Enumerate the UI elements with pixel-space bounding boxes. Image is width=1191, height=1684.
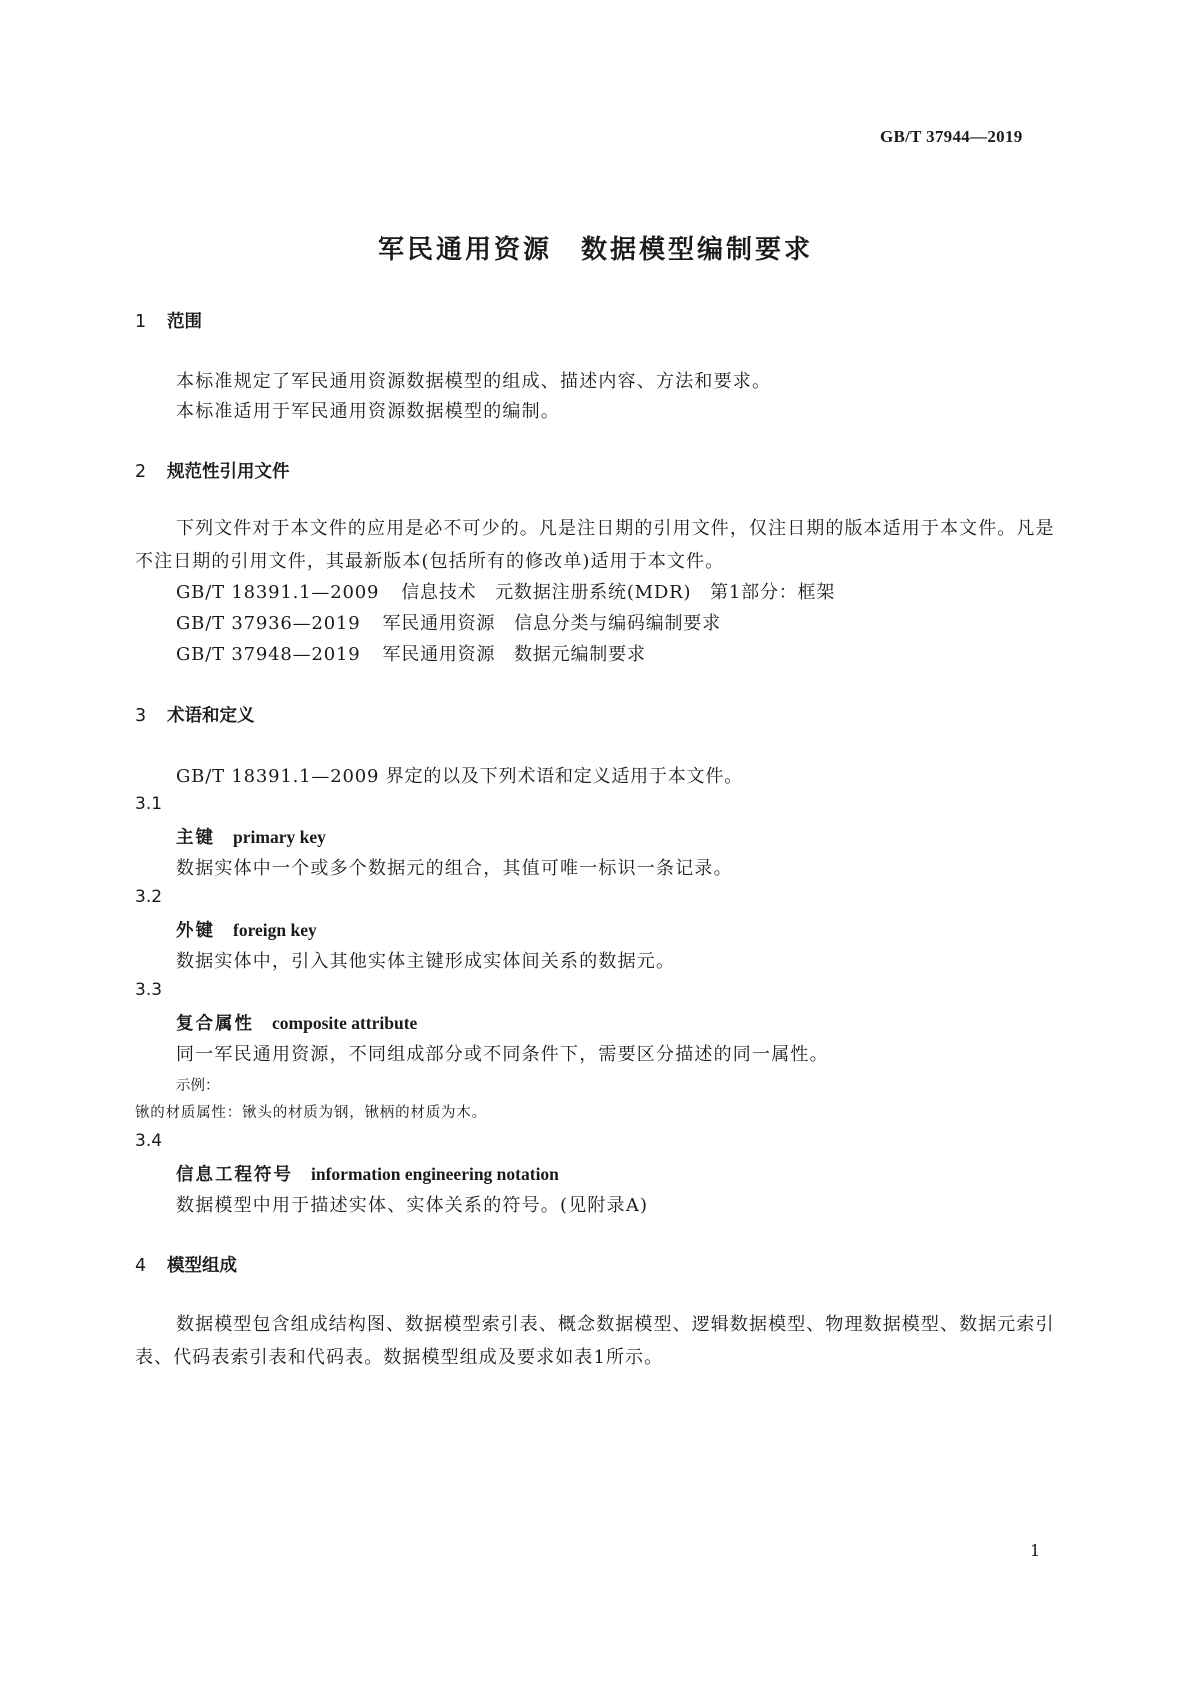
section-title: 规范性引用文件 <box>167 462 290 482</box>
section-number: 1 <box>135 312 147 332</box>
term-heading <box>176 1010 417 1035</box>
document-title: 军民通用资源 数据模型编制要求 <box>377 235 813 265</box>
term-heading <box>176 917 317 942</box>
section-1-heading <box>135 308 202 333</box>
term-definition: 同一军民通用资源，不同组成部分或不同条件下，需要区分描述的同一属性。 <box>176 1044 829 1065</box>
section-number: 3 <box>135 706 147 726</box>
term-en: information engineering notation <box>311 1164 559 1184</box>
term-en: primary key <box>233 827 326 847</box>
term-zh: 主键 <box>176 828 215 848</box>
section-2-heading <box>135 458 290 483</box>
term-number: 3.4 <box>135 1131 163 1151</box>
body-text: 数据模型包含组成结构图、数据模型索引表、概念数据模型、逻辑数据模型、物理数据模型、数据元索引表、代码表索引表和代码表。数据模型组成及要求如表1所示。 <box>135 1314 1055 1368</box>
paragraph <box>135 1308 1060 1374</box>
term-zh: 复合属性 <box>176 1014 254 1034</box>
section-3-heading <box>135 702 255 727</box>
section-number: 2 <box>135 462 147 482</box>
reference-code: GB/T 37948—2019 <box>176 644 361 665</box>
term-en: foreign key <box>233 920 317 940</box>
paragraph: 本标准适用于军民通用资源数据模型的编制。 <box>176 401 560 422</box>
standard-number: GB/T 37944—2019 <box>880 127 1023 146</box>
intro-text: 下列文件对于本文件的应用是必不可少的。凡是注日期的引用文件，仅注日期的版本适用于本文件。凡是不注日期的引用文件，其最新版本(包括所有的修改单)适用于本文件。 <box>135 518 1055 572</box>
section-title: 范围 <box>167 312 202 332</box>
paragraph: GB/T 18391.1—2009 界定的以及下列术语和定义适用于本文件。 <box>176 766 743 787</box>
page-number: 1 <box>1030 1541 1041 1560</box>
term-number: 3.1 <box>135 794 163 814</box>
reference-item <box>176 640 646 666</box>
term-zh: 外键 <box>176 921 215 941</box>
section-4-heading <box>135 1252 237 1277</box>
term-en: composite attribute <box>272 1013 418 1033</box>
reference-item <box>176 609 721 635</box>
paragraph <box>135 512 1060 578</box>
term-heading <box>176 1161 559 1186</box>
section-title: 术语和定义 <box>167 706 255 726</box>
term-number: 3.2 <box>135 887 163 907</box>
term-zh: 信息工程符号 <box>176 1165 293 1185</box>
example-text: 锹的材质属性：锹头的材质为钢，锹柄的材质为木。 <box>135 1105 487 1121</box>
example-label: 示例： <box>176 1078 220 1094</box>
reference-code: GB/T 18391.1—2009 <box>176 582 380 603</box>
section-number: 4 <box>135 1256 147 1276</box>
term-definition: 数据实体中一个或多个数据元的组合，其值可唯一标识一条记录。 <box>176 858 733 879</box>
term-definition: 数据实体中，引入其他实体主键形成实体间关系的数据元。 <box>176 951 676 972</box>
term-heading <box>176 824 326 849</box>
reference-title: 信息技术 元数据注册系统(MDR) 第1部分：框架 <box>401 582 836 603</box>
reference-title: 军民通用资源 信息分类与编码编制要求 <box>382 613 721 634</box>
section-title: 模型组成 <box>167 1256 237 1276</box>
term-number: 3.3 <box>135 980 163 1000</box>
reference-code: GB/T 37936—2019 <box>176 613 361 634</box>
reference-item <box>176 578 835 604</box>
term-definition: 数据模型中用于描述实体、实体关系的符号。(见附录A) <box>176 1195 649 1216</box>
reference-title: 军民通用资源 数据元编制要求 <box>382 644 646 665</box>
paragraph: 本标准规定了军民通用资源数据模型的组成、描述内容、方法和要求。 <box>176 371 772 392</box>
